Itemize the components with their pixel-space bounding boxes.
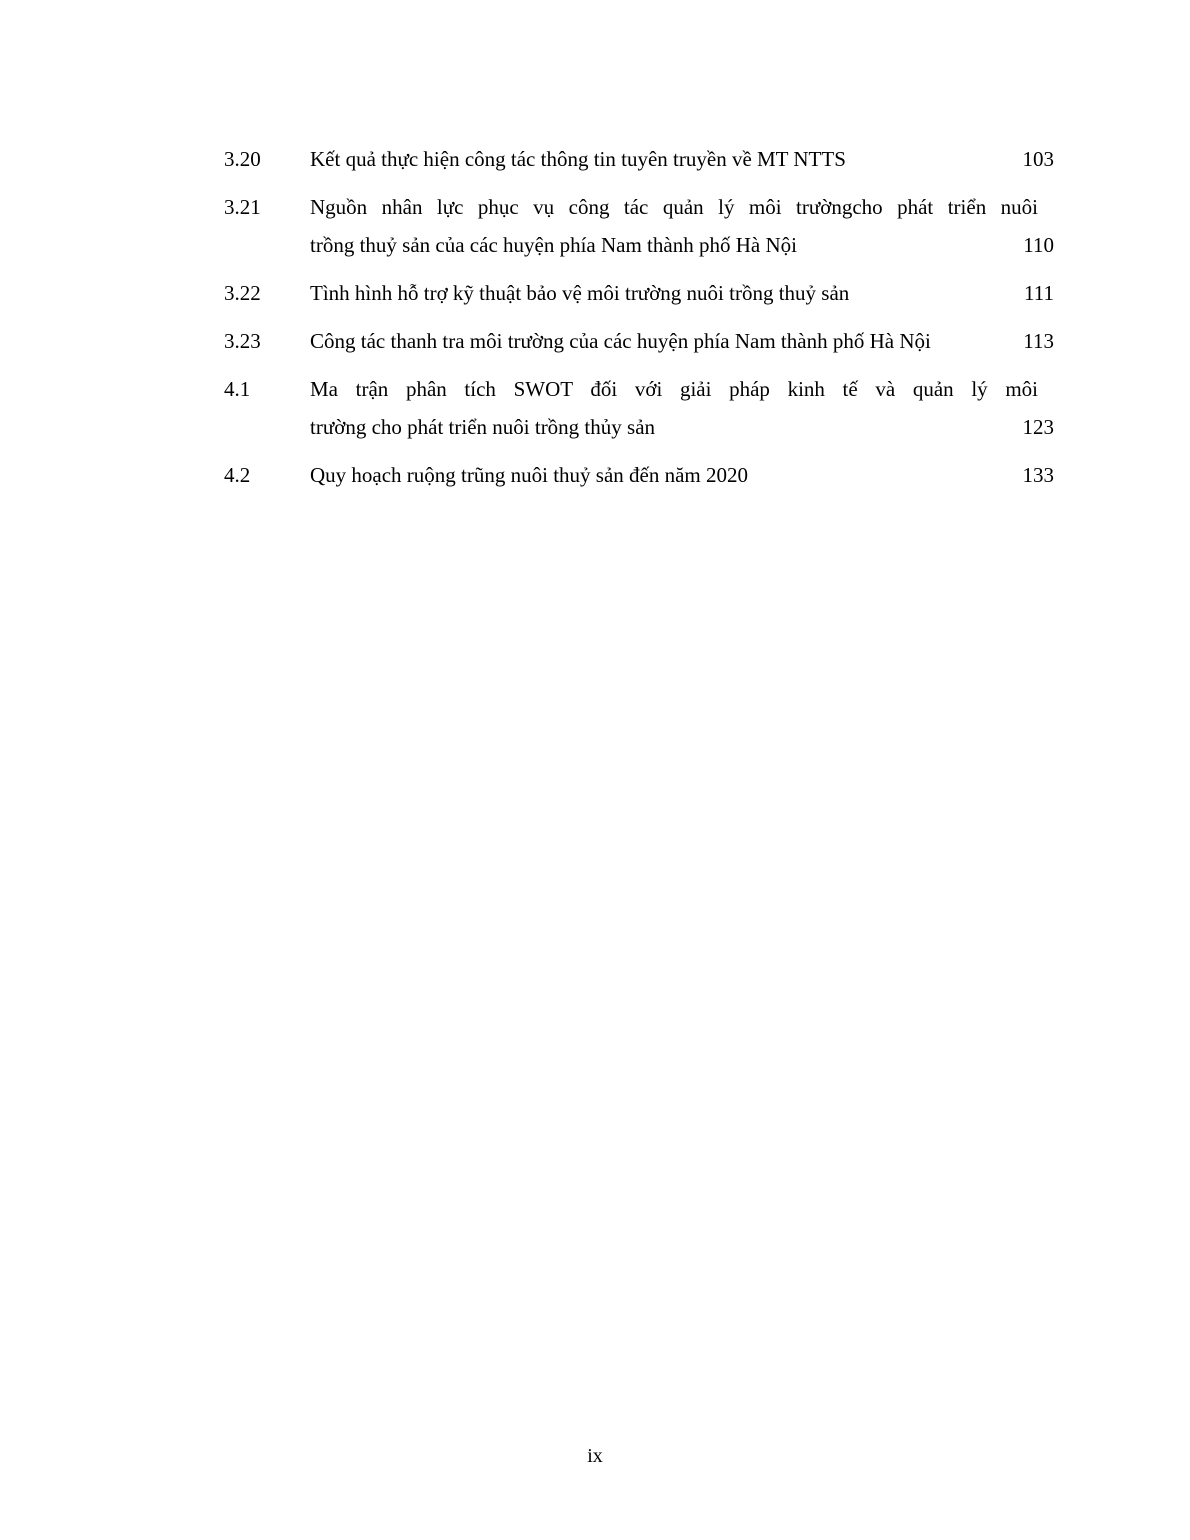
toc-entry-title-continued: trồng thuỷ sản của các huyện phía Nam thành phố Hà Nội — [310, 233, 797, 257]
page-number-footer: ix — [587, 1445, 603, 1467]
toc-entry-line-continued — [310, 226, 1054, 264]
toc-entry-title: Quy hoạch ruộng trũng nuôi thuỷ sản đến năm 2020 — [310, 463, 749, 487]
toc-entry-title: Kết quả thực hiện công tác thông tin tuyên truyền về MT NTTS — [310, 147, 846, 171]
toc-entry-body — [310, 274, 1054, 312]
toc-entry-number: 3.22 — [224, 281, 261, 305]
toc-entry — [224, 140, 1054, 178]
toc-entry-number: 3.23 — [224, 329, 261, 353]
toc-entry-number: 3.21 — [224, 195, 261, 219]
toc-entry-line — [310, 140, 1054, 178]
toc-entry — [224, 322, 1054, 360]
toc-entry-line — [310, 188, 1054, 226]
toc-entry-page: 111 — [1024, 281, 1054, 305]
toc-entry — [224, 274, 1054, 312]
toc-entry-line — [310, 456, 1054, 494]
toc-entry-body — [310, 140, 1054, 178]
toc-entry — [224, 456, 1054, 494]
toc-entry — [224, 188, 1054, 264]
toc-entry-body — [310, 370, 1054, 446]
toc-entry-page: 113 — [1023, 329, 1054, 353]
toc-entry — [224, 370, 1054, 446]
toc-entry-number: 3.20 — [224, 147, 261, 171]
toc-entry-body — [310, 456, 1054, 494]
table-of-contents-list — [224, 140, 1054, 504]
toc-entry-body — [310, 188, 1054, 264]
toc-entry-line — [310, 322, 1054, 360]
toc-entry-line — [310, 274, 1054, 312]
toc-entry-page: 103 — [1022, 147, 1054, 171]
toc-entry-page: 110 — [1023, 233, 1054, 257]
toc-entry-title-continued: trường cho phát triển nuôi trồng thủy sản — [310, 415, 656, 439]
toc-entry-line — [310, 370, 1054, 408]
toc-entry-title: Nguồn nhân lực phục vụ công tác quản lý môi trườngcho phát triển nuôi — [310, 195, 1038, 219]
toc-entry-title: Tình hình hỗ trợ kỹ thuật bảo vệ môi trường nuôi trồng thuỷ sản — [310, 281, 850, 305]
toc-entry-number: 4.1 — [224, 377, 251, 401]
toc-entry-body — [310, 322, 1054, 360]
toc-entry-line-continued — [310, 408, 1054, 446]
toc-entry-title: Công tác thanh tra môi trường của các huyện phía Nam thành phố Hà Nội — [310, 329, 931, 353]
toc-entry-page: 123 — [1022, 415, 1054, 439]
toc-entry-title: Ma trận phân tích SWOT đối với giải pháp kinh tế và quản lý môi — [310, 377, 1038, 401]
toc-entry-number: 4.2 — [224, 463, 251, 487]
toc-entry-page: 133 — [1022, 463, 1054, 487]
